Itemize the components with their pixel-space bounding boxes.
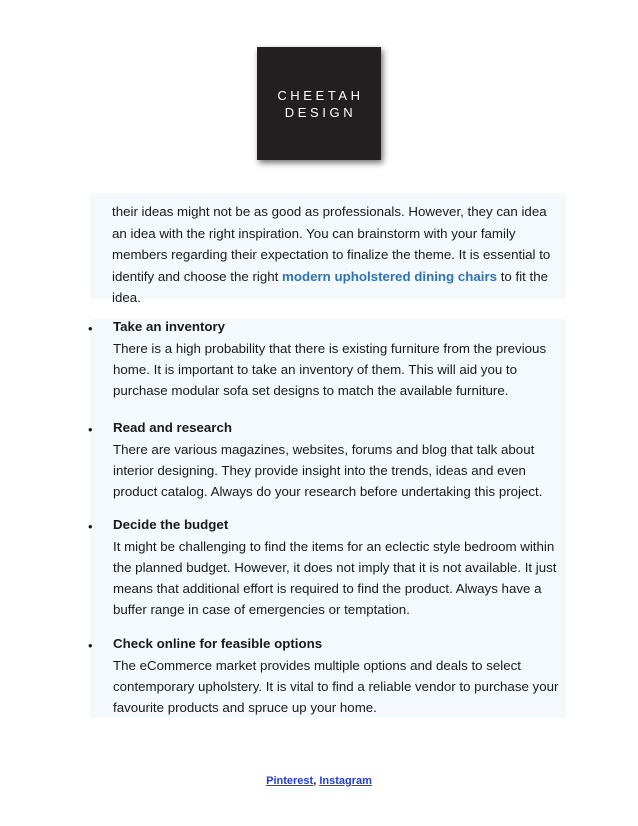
bullet-icon: • [88, 321, 93, 336]
logo-line-1: CHEETAH [277, 87, 364, 103]
item-text: It might be challenging to find the items for an eclectic style bedroom within the planned budget. However, it does not imply that it is not available. It just means that additional effort is required to find the product. Always have a buffer range in case of emergencies or temptation. [113, 539, 557, 617]
logo-line-2: DESIGN [284, 104, 357, 120]
modern-upholstered-dining-chairs-link[interactable]: modern upholstered dining chairs [282, 268, 498, 284]
article-content [90, 193, 566, 718]
bullet-list [90, 319, 566, 718]
item-text: There are various magazines, websites, forums and blog that talk about interior designing. They provide insight into the trends, ideas and even product catalog. Always do your research before undertaking this project. [113, 442, 543, 499]
instagram-link[interactable]: Instagram [319, 775, 372, 787]
item-title: Read and research [113, 420, 232, 435]
item-text: There is a high probability that there is existing furniture from the previous home. It is important to take an inventory of them. This will aid you to purchase modular sofa set designs to match the available furniture. [113, 341, 547, 398]
footer-separator: , [313, 775, 317, 787]
item-title: Decide the budget [113, 517, 229, 532]
item-title: Check online for feasible options [113, 636, 323, 651]
item-title: Take an inventory [113, 319, 226, 334]
pinterest-link[interactable]: Pinterest [266, 775, 314, 787]
intro-text-after: to fit the idea. [112, 268, 549, 306]
bullet-icon: • [88, 519, 93, 534]
item-text: The eCommerce market provides multiple options and deals to select contemporary upholstery. It is vital to find a reliable vendor to purchase your favourite products and spruce up your home. [113, 658, 559, 715]
footer-links [0, 775, 638, 787]
cheetah-design-logo [257, 47, 381, 160]
bullet-icon: • [88, 638, 93, 653]
intro-block [90, 193, 566, 306]
intro-text-before: their ideas might not be as good as professionals. However, they can idea an idea with the right inspiration. You can brainstorm with your family members regarding their expectation to finalize the theme. It is essential to identify and choose the right [112, 204, 551, 284]
bullet-icon: • [88, 422, 93, 437]
intro-paragraph [112, 201, 564, 309]
